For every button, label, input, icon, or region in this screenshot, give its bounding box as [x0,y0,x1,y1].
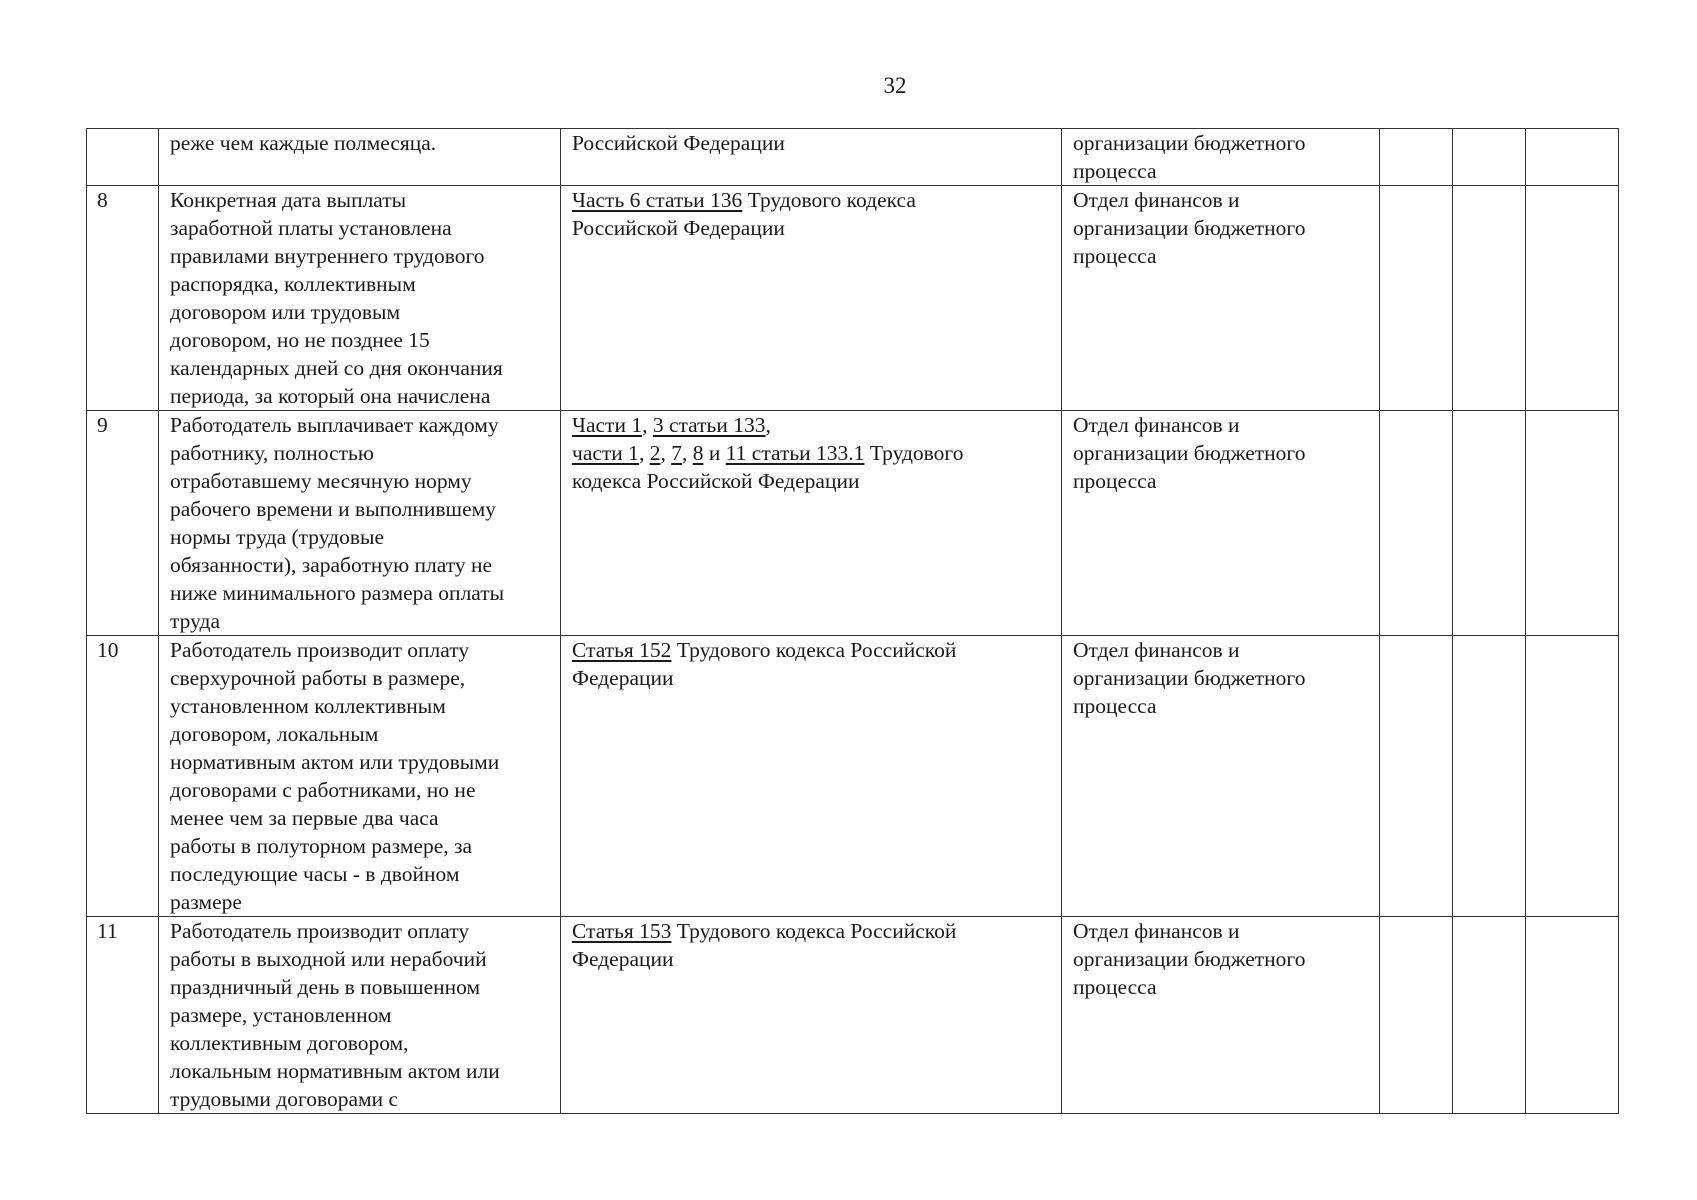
responsible-cell [1062,917,1380,1114]
requirement-line: договором, локальным [170,722,379,746]
requirement-line: отработавшему месячную норму [170,469,472,493]
requirement-line: последующие часы - в двойном [170,862,460,886]
requirement-line: работнику, полностью [170,441,374,465]
responsible-cell [1062,411,1380,636]
row-number-cell [87,129,159,186]
requirement-line: размере [170,890,242,914]
requirement-line: праздничный день в повышенном [170,975,481,999]
requirement-line: Работодатель производит оплату [170,638,470,662]
row-number-cell: 9 [87,411,159,636]
responsible-line: Отдел финансов и [1073,188,1240,212]
responsible-cell [1062,186,1380,411]
requirement-line: размере, установленном [170,1003,392,1027]
legal-basis-cell [561,186,1062,411]
table-row [87,636,1619,917]
legal-reference-link[interactable]: 7 [671,441,682,465]
legal-basis-line: Федерации [572,947,674,971]
legal-reference-link[interactable]: части 1 [572,441,639,465]
responsible-line: процесса [1073,469,1157,493]
legal-basis-cell [561,129,1062,186]
row-number-cell: 10 [87,636,159,917]
responsible-line: организации бюджетного [1073,216,1306,240]
legal-basis-line: Российской Федерации [572,216,785,240]
legal-basis-cell [561,411,1062,636]
legal-reference-link[interactable]: Статья 152 [572,638,672,662]
responsible-cell [1062,129,1380,186]
requirement-line: периода, за который она начислена [170,384,491,408]
empty-cell [1526,186,1619,411]
responsible-line: процесса [1073,159,1157,183]
requirement-line: рабочего времени и выполнившему [170,497,496,521]
responsible-line: Отдел финансов и [1073,919,1240,943]
legal-basis-line: Российской Федерации [572,131,785,155]
table-row [87,129,1619,186]
empty-cell [1526,411,1619,636]
requirement-line: труда [170,609,221,633]
empty-cell [1380,411,1453,636]
responsible-line: организации бюджетного [1073,947,1306,971]
requirement-line: договором или трудовым [170,300,401,324]
requirement-line: распорядка, коллективным [170,272,416,296]
legal-basis-line: части 1, 2, 7, 8 и 11 статьи 133.1 Трудового [572,441,964,465]
responsible-cell [1062,636,1380,917]
legal-basis-line: кодекса Российской Федерации [572,469,860,493]
responsible-line: организации бюджетного [1073,441,1306,465]
row-number-cell: 11 [87,917,159,1114]
requirement-line: правилами внутреннего трудового [170,244,485,268]
empty-cell [1526,917,1619,1114]
responsible-line: организации бюджетного [1073,666,1306,690]
legal-reference-link[interactable]: 3 статьи 133 [652,413,766,437]
empty-cell [1380,129,1453,186]
requirement-line: коллективным договором, [170,1031,409,1055]
page-number: 32 [883,73,907,98]
requirement-line: работы в выходной или нерабочий [170,947,487,971]
requirement-cell [159,636,561,917]
requirement-line: локальным нормативным актом или [170,1059,500,1083]
legal-basis-cell [561,636,1062,917]
legal-reference-link[interactable]: 8 [692,441,704,465]
legal-reference-link[interactable]: Часть 6 статьи 136 [572,188,743,212]
responsible-line: процесса [1073,244,1157,268]
legal-basis-line: Статья 153 Трудового кодекса Российской [572,919,957,943]
legal-basis-line: Часть 6 статьи 136 Трудового кодекса [572,188,916,212]
requirement-line: договорами с работниками, но не [170,778,476,802]
responsible-line: процесса [1073,975,1157,999]
table-row [87,917,1619,1114]
requirement-line: календарных дней со дня окончания [170,356,503,380]
legal-basis-line: Федерации [572,666,674,690]
requirement-line: установленном коллективным [170,694,446,718]
empty-cell [1453,411,1526,636]
requirement-line: заработной платы установлена [170,216,452,240]
requirement-line: Работодатель производит оплату [170,919,470,943]
empty-cell [1453,917,1526,1114]
requirement-line: трудовыми договорами с [170,1087,399,1111]
responsible-line: процесса [1073,694,1157,718]
requirement-line: работы в полуторном размере, за [170,834,473,858]
table-body [87,129,1619,1114]
requirement-cell [159,186,561,411]
requirement-line: сверхурочной работы в размере, [170,666,466,690]
empty-cell [1380,917,1453,1114]
legal-reference-link[interactable]: Части 1 [572,413,643,437]
requirement-line: нормативным актом или трудовыми [170,750,500,774]
empty-cell [1526,129,1619,186]
requirements-table [86,128,1619,1114]
table-row [87,186,1619,411]
empty-cell [1380,186,1453,411]
requirement-line: Конкретная дата выплаты [170,188,407,212]
empty-cell [1453,636,1526,917]
requirement-cell [159,129,561,186]
legal-reference-link[interactable]: 11 статьи 133.1 [725,441,865,465]
requirement-line: обязанности), заработную плату не [170,553,493,577]
legal-basis-line: Статья 152 Трудового кодекса Российской [572,638,957,662]
requirement-line: менее чем за первые два часа [170,806,439,830]
empty-cell [1526,636,1619,917]
row-number-cell: 8 [87,186,159,411]
requirement-cell [159,917,561,1114]
requirement-line: нормы труда (трудовые [170,525,384,549]
legal-basis-cell [561,917,1062,1114]
responsible-line: Отдел финансов и [1073,413,1240,437]
legal-reference-link[interactable]: 2 [649,441,661,465]
requirement-line: ниже минимального размера оплаты [170,581,505,605]
requirement-cell [159,411,561,636]
requirement-line: Работодатель выплачивает каждому [170,413,499,437]
empty-cell [1453,129,1526,186]
legal-reference-link[interactable]: Статья 153 [572,919,672,943]
responsible-line: Отдел финансов и [1073,638,1240,662]
table-row [87,411,1619,636]
requirement-line: реже чем каждые полмесяца. [170,131,437,155]
empty-cell [1380,636,1453,917]
responsible-line: организации бюджетного [1073,131,1306,155]
empty-cell [1453,186,1526,411]
requirement-line: договором, но не позднее 15 [170,328,430,352]
legal-basis-line: Части 1, 3 статьи 133, [572,413,771,437]
